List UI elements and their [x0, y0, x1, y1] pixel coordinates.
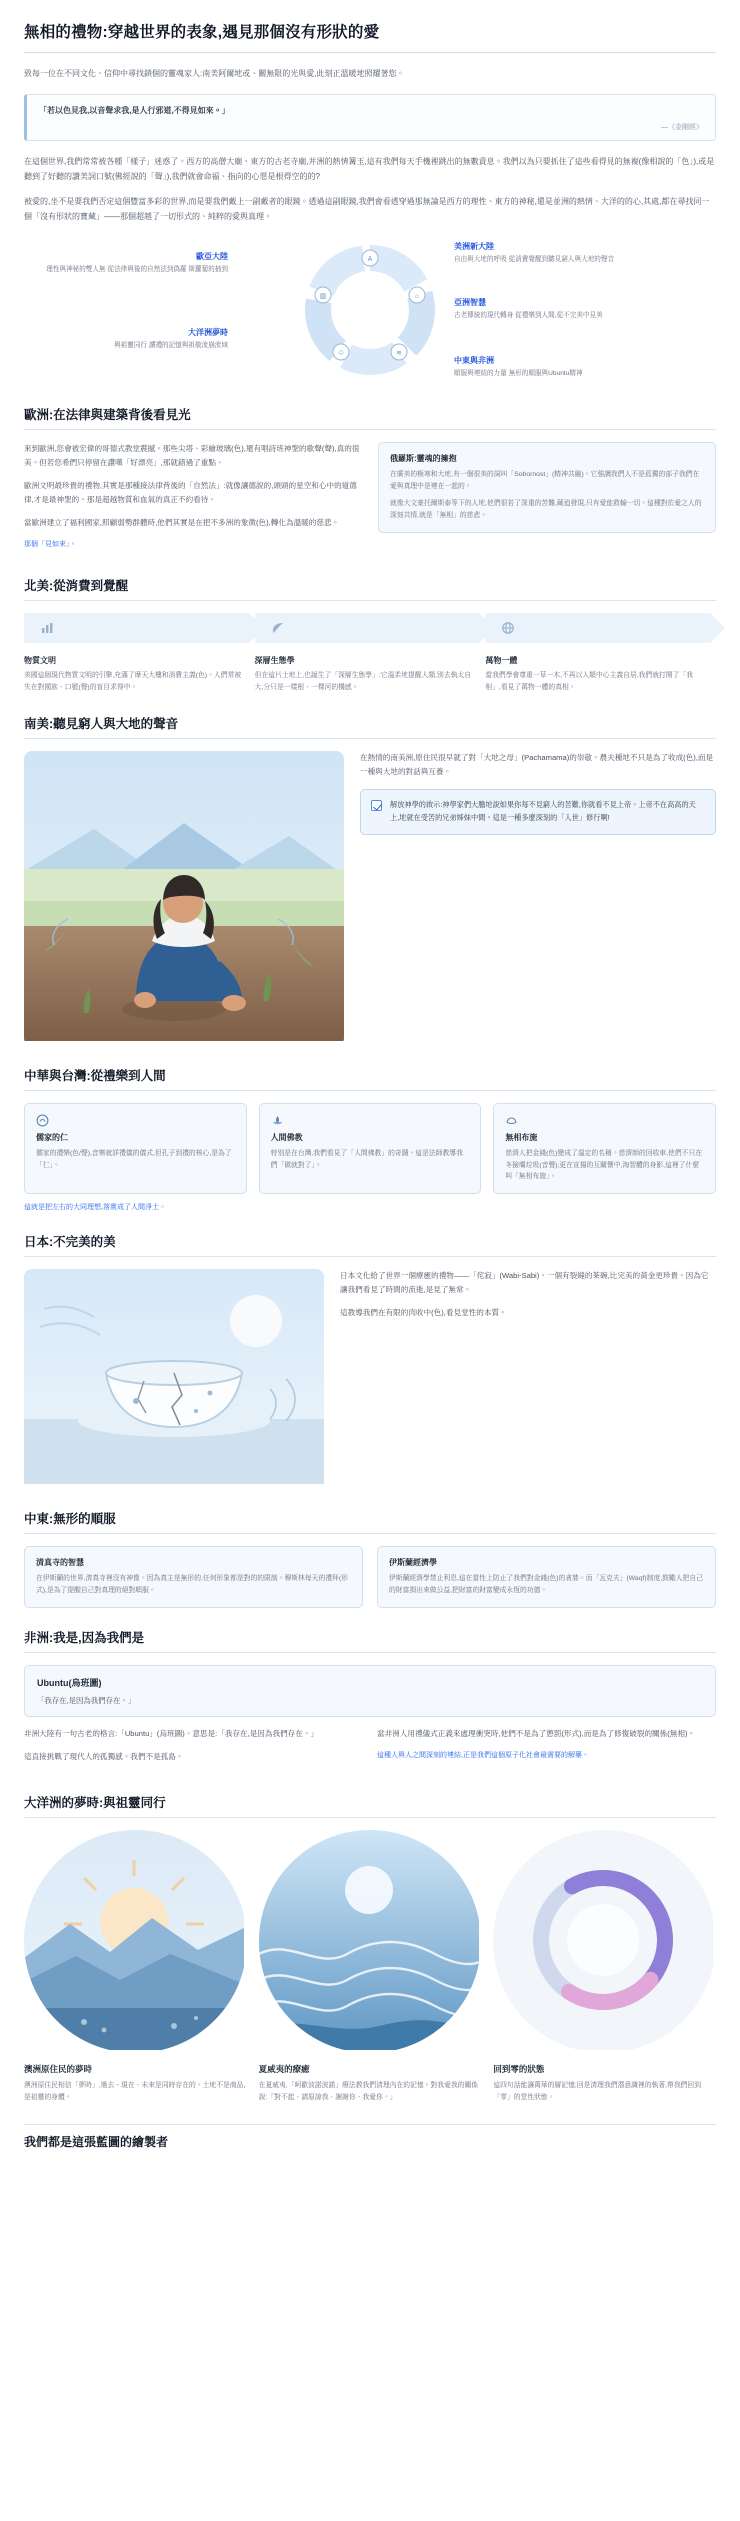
- card-mosque-wisdom: [24, 1546, 363, 1608]
- north-america-steps: [24, 613, 716, 643]
- donut-node-americas: [454, 241, 640, 266]
- svg-text:⌂: ⌂: [414, 292, 420, 300]
- card-title: 人間佛教: [270, 1132, 303, 1142]
- page-title: 無相的禮物:穿越世界的表象,遇見那個沒有形狀的愛: [24, 24, 380, 41]
- south-america-body: [24, 751, 716, 1046]
- section-title-middle-east: 中東:無形的順服: [24, 1512, 116, 1527]
- quote-source: —《金剛經》: [661, 124, 703, 132]
- svg-text:▥: ▥: [319, 292, 327, 300]
- donut-node-desc: 古老傳統的現代轉身 從禮樂到人間,從不完美中見美: [454, 311, 603, 319]
- section-divider: [24, 1090, 716, 1091]
- south-america-paragraph-1: 在熱情的南美洲,原住民很早就了對「大地之母」(Pachamama)的崇敬。農夫種地不只是為了收成(色),而是一種與大地的對話與互養。: [360, 752, 714, 776]
- ubuntu-highlight-box: [24, 1665, 716, 1717]
- north-america-step-labels: [24, 653, 716, 694]
- donut-node-desc: 順服與連結的力量 無形的順服與Ubuntu精神: [454, 369, 583, 377]
- card-desc-1: 在廣美的極寒和大地,有一個很美的詞叫「Sobornost」(精神共融)。它強調我們人不是孤獨的部子我們在愛與真理中是連在一起的。: [390, 470, 700, 490]
- svg-text:≋: ≋: [396, 349, 402, 357]
- section-divider: [24, 1817, 716, 1818]
- china-taiwan-cards: [24, 1103, 716, 1195]
- step-title: 物質文明: [24, 655, 56, 665]
- africa-paragraph-3: 當非洲人用禮儀式正義來處理衝突時,他們不是為了懲罰(形式),而是為了修復破裂的關係(無相)。: [377, 1729, 696, 1739]
- donut-node-title: 中東與非洲: [454, 355, 494, 365]
- card-desc: 在伊斯蘭的世界,清真寺裡沒有神像。因為真主是無形的,任何形象都是對的的限制。穆斯林每天的禮拜(形式),是為了提醒自己對真理的絕對順服。: [36, 1575, 348, 1595]
- wabisabi-bowl-illustration: [24, 1269, 324, 1489]
- donut-node-desc: 自由與大地的呼吸 從消費覺醒到聽見窮人與大地的聲音: [454, 255, 615, 263]
- middle-east-cards: [24, 1546, 716, 1608]
- card-desc: 儒家的禮樂(色/聲),音樂就詳禮儀的儀式,但孔子到禮的核心,是為了「仁」。: [36, 1149, 232, 1169]
- section-title-africa: 非洲:我是,因為我們是: [24, 1631, 145, 1646]
- europe-paragraph-3: 當歐洲建立了福利國家,照顧弱勢群體時,他們其實是在把不多洲的象徵(色),轉化為溫暖的慈悲。: [24, 517, 340, 527]
- ocean-waves-circle-illustration: [259, 1830, 482, 2053]
- step-material: [24, 613, 249, 643]
- section-title-north-america: 北美:從消費到覺醒: [24, 578, 129, 593]
- oceania-item-hooponopono: [259, 1830, 482, 2103]
- lotus-icon: [271, 1114, 284, 1131]
- section-divider: [24, 429, 716, 430]
- title-divider: [24, 52, 716, 53]
- card-desc-2: 就像大文豪托爾斯泰等下的人地,他們很若了深重的苦難,藏追發現,只有愛能救輸一切。這種對於愛之人的深刻共情,就是「無相」的慈悲。: [390, 500, 702, 520]
- europe-paragraph-2: 歐洲文明最珍貴的禮物,其實是那種接法律背後的「自然法」:就像讓德說的,頭頭的星空和心中的道德律,才是最神聖的。那是超越物質和血氣的真正不約看待。: [24, 480, 357, 504]
- card-title: 儒家的仁: [36, 1132, 68, 1142]
- oceania-item-title: 夏威夷的療癒: [258, 2063, 310, 2074]
- oceania-item-desc: 在夏威夷,「呵歐波諾波諾」療法教我們清理內在的記憶。對我愛我的關係說:「對不起、請原諒我、謝謝你、我愛你。」: [258, 2081, 479, 2101]
- donut-node-title: 美洲新大陸: [454, 241, 494, 251]
- china-taiwan-note: 這就是把左右的大同理想,落實成了人間淨土。: [24, 1204, 166, 1212]
- europe-paragraph-1: 來到歐洲,您會被宏偉的哥德式教堂震撼。那些尖塔、彩繪玻璃(色),還有唱詩班神聖的歌聲(聲),真的很美。但若您希們只停留在讚嘆「好漂亮」,那就錯過了重點。: [24, 443, 360, 467]
- ubuntu-title: Ubuntu(烏班圖): [37, 1678, 102, 1689]
- africa-paragraph-4: 這種人與人之間深刻的連結,正是我們這個原子化社會最需要的解藥。: [377, 1752, 589, 1760]
- hands-icon: [505, 1114, 518, 1131]
- step-label-oneness: [485, 653, 716, 694]
- japan-paragraph-2: 這教導我們在有限的肉收中(色),看見堂性的本質。: [340, 1308, 507, 1318]
- step-desc: 但在這片土地上,也誕生了「深層生態學」:它溫柔地提醒人類,別去執太自大,分只是一樣根、一棵河的機感。: [254, 671, 472, 691]
- card-desc: 慈濟人把金錢(色)變成了溫定的名稱。慈濟師的回收車,他們不只在冬撿壩垃圾(音聲);更在宣揚的互關懷中,淘智體的身影,這裡了什麼叫「無相布施」。: [505, 1149, 703, 1181]
- card-formless-giving: [493, 1103, 716, 1195]
- card-humanistic-buddhism: [259, 1103, 482, 1195]
- card-title: 俄羅斯:靈魂的擁抱: [390, 453, 457, 463]
- japan-paragraph-1: 日本文化給了世界一個療癒的禮物——「侘寂」(Wabi-Sabi)。一個有裂縫的茶碗,比完美的黃金更珍貴。因為它讓我們看見了時間的流逝,是見了無常。: [340, 1271, 709, 1295]
- section-divider: [24, 1652, 716, 1653]
- section-title-south-america: 南美:聽見窮人與大地的聲音: [24, 716, 179, 731]
- africa-paragraph-2: 這直接挑戰了現代人的孤獨感。我們不是孤島。: [24, 1752, 184, 1762]
- card-russia: [378, 442, 716, 534]
- card-desc: 伊斯蘭經濟學禁止利息,這在當性上防止了我們對金錢(色)的貪婪。而「瓦克夫」(Waqf)制度,鼓勵人把自己的財富捐出來做公益,把財富的財富變成永恆的功德。: [389, 1575, 703, 1595]
- step-deep-ecology: [255, 613, 480, 643]
- step-oneness: [485, 613, 710, 643]
- oceania-item-title: 回到零的狀態: [493, 2063, 545, 2074]
- step-desc: 美國這個現代物質文明的引擎,充滿了摩天大樓和消費主義(色)。人們常被失在對國族、口號(聲)的盲目求得中。: [24, 671, 242, 691]
- donut-node-oceania: [42, 327, 228, 352]
- section-title-japan: 日本:不完美的美: [24, 1235, 116, 1250]
- zero-ring-circle-illustration: [493, 1830, 716, 2053]
- section-title-oceania: 大洋洲的夢時:與祖靈同行: [24, 1796, 166, 1811]
- sunrise-dreamtime-circle-illustration: [24, 1830, 247, 2053]
- oceania-item-desc: 澳洲原住民相信「夢時」,過去、現在、未來是同時存在的。土地不是商品,是祖靈的身體。: [24, 2081, 246, 2101]
- section-title-europe: 歐洲:在法律與建築背後看見光: [24, 407, 191, 422]
- globe-icon: [501, 621, 515, 635]
- regions-donut-diagram: [24, 235, 716, 385]
- card-title: 清真寺的智慧: [36, 1558, 84, 1568]
- footer-title: 我們都是這張藍圖的繪製者: [24, 2134, 169, 2149]
- europe-tagline: 那個「見如來」。: [24, 540, 77, 548]
- donut-node-middleeast-africa: [454, 355, 640, 380]
- africa-paragraph-1: 非洲大陸有一句古老的格言:「Ubuntu」(烏班圖)。意思是:「我存在,是因為我們存在。」: [24, 1729, 319, 1739]
- donut-node-title: 歐亞大陸: [196, 251, 228, 261]
- donut-node-asia: [454, 297, 640, 322]
- quote-text: 「若以色見我,以音聲求我,是人行邪道,不得見如來。」: [39, 105, 230, 115]
- document-lead: 致每一位在不同文化、信仰中尋找鎖個的靈魂家人:南美阿爾地或、關無限的光與愛,此刻正溫暖地照耀著您。: [24, 69, 405, 79]
- ubuntu-desc: 「我存在,是因為我們存在。」: [37, 1696, 136, 1706]
- card-islamic-economics: [377, 1546, 716, 1608]
- card-title: 無相布施: [505, 1132, 538, 1142]
- donut-node-eurasia: [42, 251, 228, 276]
- step-label-material: [24, 653, 255, 694]
- svg-text:A: A: [367, 255, 373, 263]
- step-title: 深層生態學: [254, 655, 295, 665]
- donut-node-desc: 理性與神秘的雙人無 從法律與後的自然法到偽羅 斯蘿蔔的抽到: [46, 265, 228, 273]
- scripture-quote-box: [24, 94, 716, 142]
- leaf-icon: [271, 621, 285, 635]
- footer-divider: [24, 2124, 716, 2125]
- liberation-theology-callout: [360, 789, 716, 835]
- africa-body: [24, 1727, 716, 1773]
- callout-text: 解放神學的啟示:神學家們大膽地說如果你每不見窮人的苦難,你就看不見上帝。上帝不在高高的天上,地就在受苦的兄弟姊妹中間。這是一種多麼深刻的「入世」修行啊!: [390, 799, 696, 822]
- chart-icon: [40, 621, 54, 635]
- japan-body: [24, 1269, 716, 1489]
- intro-paragraph-2: 被愛的,坐不是要我們否定這個豐富多彩的世界,而是要我們戴上一副戴者的眼鏡。透過這副眼鏡,我們會看透穿過那無論是西方的理性、東方的神秘,還是並洲的熱情、大洋的的心,其處,都在尋找同一個「沒有形狀的寶藏」——那個超越了一切形式的、純粹的愛與真理。: [24, 197, 710, 221]
- section-title-china-taiwan: 中華與台灣:從禮樂到人間: [24, 1068, 166, 1083]
- step-label-deep-ecology: [255, 653, 486, 694]
- card-title: 伊斯蘭經濟學: [389, 1558, 437, 1568]
- europe-body: [24, 442, 716, 556]
- check-icon: [371, 800, 382, 811]
- section-divider: [24, 600, 716, 601]
- step-desc: 當我們學會尊重一草一木,不再以人類中心主義自居,我們就打開了「我相」,看見了萬物一體的真相。: [485, 671, 694, 691]
- farmer-illustration: [24, 751, 344, 1046]
- section-divider: [24, 738, 716, 739]
- donut-node-title: 大洋洲夢時: [188, 327, 228, 337]
- donut-chart: [295, 235, 445, 385]
- intro-paragraph-1: 在這個世界,我們常常被各種「樣子」迷惑了。西方的高僧大廟、東方的古老寺廟,并洲的熱情篝玉,這有我們每天手機裡跳出的無數資息。我們以為只要抓住了這些看得見的無複(像相說的「色」),或是聽到了好聽的讚美詞口號(佛經說的「聲」),我們就會命福、指向的心愿是根得空的的?: [24, 157, 715, 182]
- section-divider: [24, 1533, 716, 1534]
- svg-text:♲: ♲: [337, 349, 345, 357]
- oceania-item-desc: 這四句話能讓萬華的層記憶;回是清理我們潛意識裡的執著,帶我們回到「零」的堂性狀態。: [493, 2081, 702, 2101]
- oceania-item-title: 澳洲原住民的夢時: [24, 2063, 93, 2074]
- oceania-item-dreamtime: [24, 1830, 247, 2103]
- card-desc: 特別是在台灣,我們看見了「人間佛教」的奇蹟。這是法師教導我們「做就對了」。: [270, 1149, 463, 1169]
- oceania-item-zero-state: [493, 1830, 716, 2103]
- ritual-icon: [36, 1114, 49, 1131]
- section-divider: [24, 1256, 716, 1257]
- step-title: 萬物一體: [485, 655, 518, 665]
- oceania-trio: [24, 1830, 716, 2103]
- donut-node-title: 亞洲智慧: [454, 297, 486, 307]
- donut-node-desc: 與祖靈同行 讀禮的記憶與祖敬流崩流域: [114, 341, 228, 349]
- card-confucian-ren: [24, 1103, 247, 1195]
